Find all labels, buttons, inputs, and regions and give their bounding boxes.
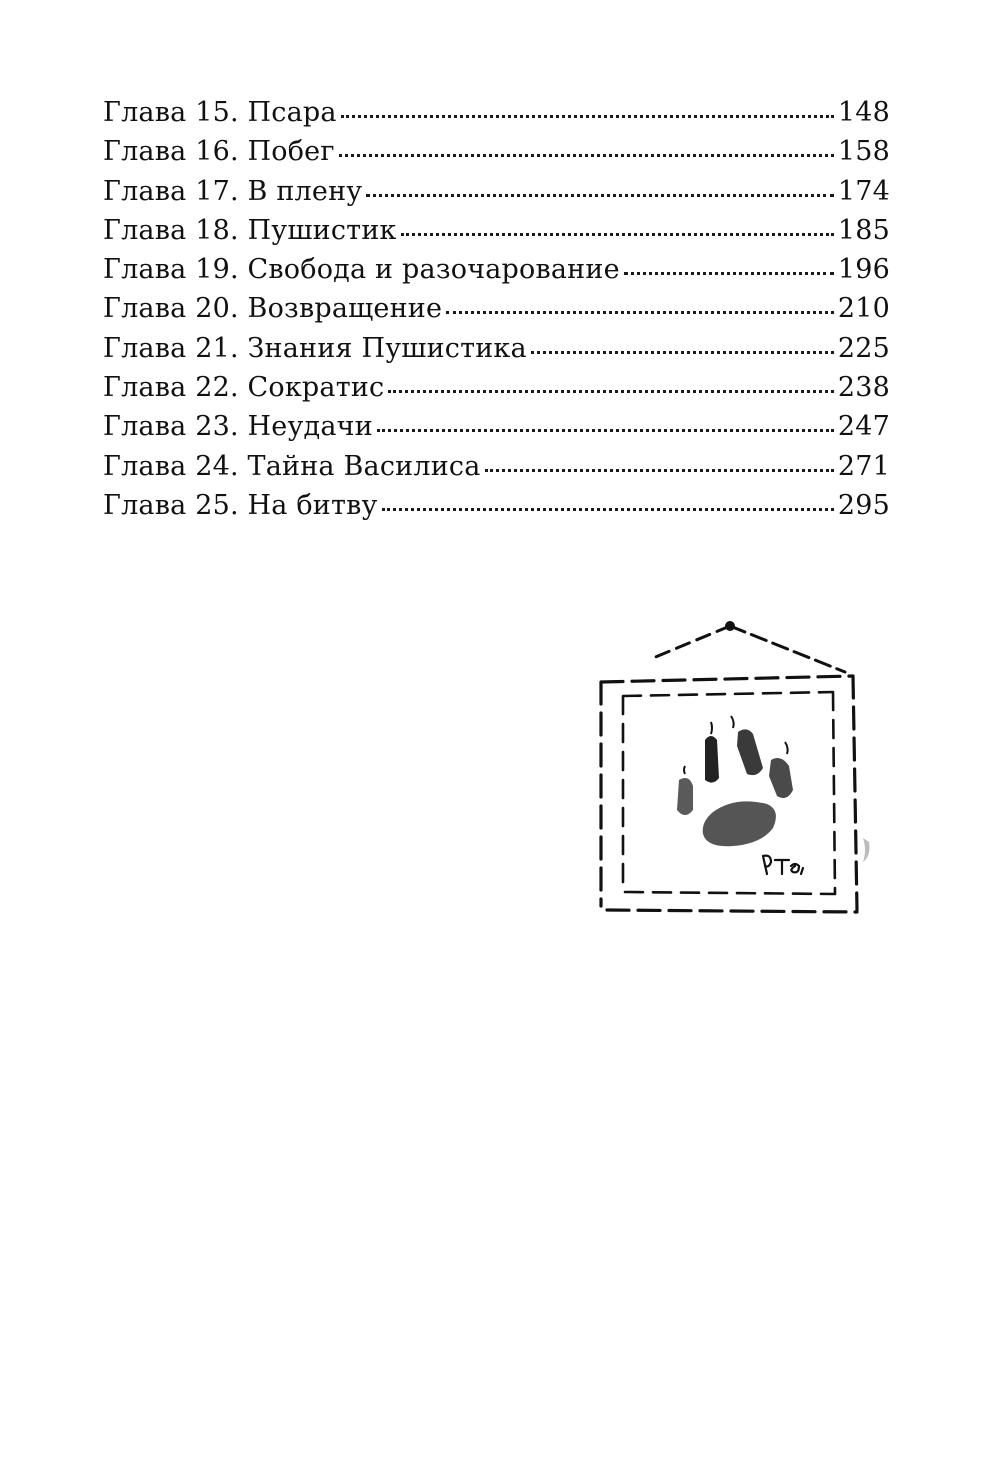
toc-entry-page: 295 xyxy=(837,489,890,521)
toc-entry[interactable] xyxy=(103,411,890,450)
toc-entry-title: Глава 25. На битву xyxy=(103,489,378,521)
toc-entry-page: 174 xyxy=(837,175,890,207)
dot-leader xyxy=(446,310,834,314)
paw-print-picture-svg xyxy=(585,610,885,930)
toc-entry[interactable] xyxy=(103,293,890,332)
toc-entry-title: Глава 19. Свобода и разочарование xyxy=(103,254,620,286)
smudge-mark xyxy=(863,838,869,862)
dot-leader xyxy=(388,389,834,393)
toc-entry-page: 148 xyxy=(837,97,890,128)
toc-entry-title: Глава 22. Сократис xyxy=(103,372,385,404)
framed-paw-print-illustration xyxy=(585,610,885,930)
toc-entry[interactable] xyxy=(103,451,890,490)
toc-entry[interactable] xyxy=(103,333,890,372)
toc-entry-title: Глава 21. Знания Пушистика xyxy=(103,332,527,364)
hanging-string-right xyxy=(730,626,845,672)
inner-frame xyxy=(623,692,835,894)
toc-entry[interactable] xyxy=(103,176,890,215)
hanging-string-left xyxy=(653,626,730,658)
toc-entry-title: Глава 23. Неудачи xyxy=(103,411,373,443)
toc-entry-title: Глава 20. Возвращение xyxy=(103,293,443,325)
table-of-contents xyxy=(103,97,890,529)
toc-entry-page: 247 xyxy=(837,411,890,443)
toc-entry[interactable] xyxy=(103,372,890,411)
toc-entry[interactable] xyxy=(103,97,890,136)
paw-print-icon xyxy=(677,716,793,846)
dot-leader xyxy=(382,507,834,511)
toc-entry-page: 238 xyxy=(837,372,890,404)
toc-entry-title: Глава 18. Пушистик xyxy=(103,214,397,246)
toc-entry[interactable] xyxy=(103,254,890,293)
dot-leader xyxy=(377,428,834,432)
toc-entry[interactable] xyxy=(103,136,890,175)
dot-leader xyxy=(339,153,834,157)
toc-entry[interactable] xyxy=(103,215,890,254)
artist-signature xyxy=(763,856,803,874)
toc-entry-page: 158 xyxy=(837,136,890,168)
toc-entry-page: 271 xyxy=(837,450,890,482)
toc-entry-title: Глава 16. Побег xyxy=(103,136,335,168)
toc-entry[interactable] xyxy=(103,490,890,529)
toc-entry-page: 210 xyxy=(837,293,890,325)
dot-leader xyxy=(624,271,834,275)
dot-leader xyxy=(341,114,834,118)
toc-entry-page: 185 xyxy=(837,214,890,246)
dot-leader xyxy=(366,193,833,197)
toc-entry-page: 196 xyxy=(837,254,890,286)
toc-entry-title: Глава 17. В плену xyxy=(103,175,363,207)
outer-frame xyxy=(601,676,857,912)
dot-leader xyxy=(401,232,834,236)
dot-leader xyxy=(531,350,834,354)
dot-leader xyxy=(485,468,834,472)
toc-entry-page: 225 xyxy=(837,332,890,364)
toc-entry-title: Глава 24. Тайна Василиса xyxy=(103,450,481,482)
toc-entry-title: Глава 15. Псара xyxy=(103,97,337,128)
